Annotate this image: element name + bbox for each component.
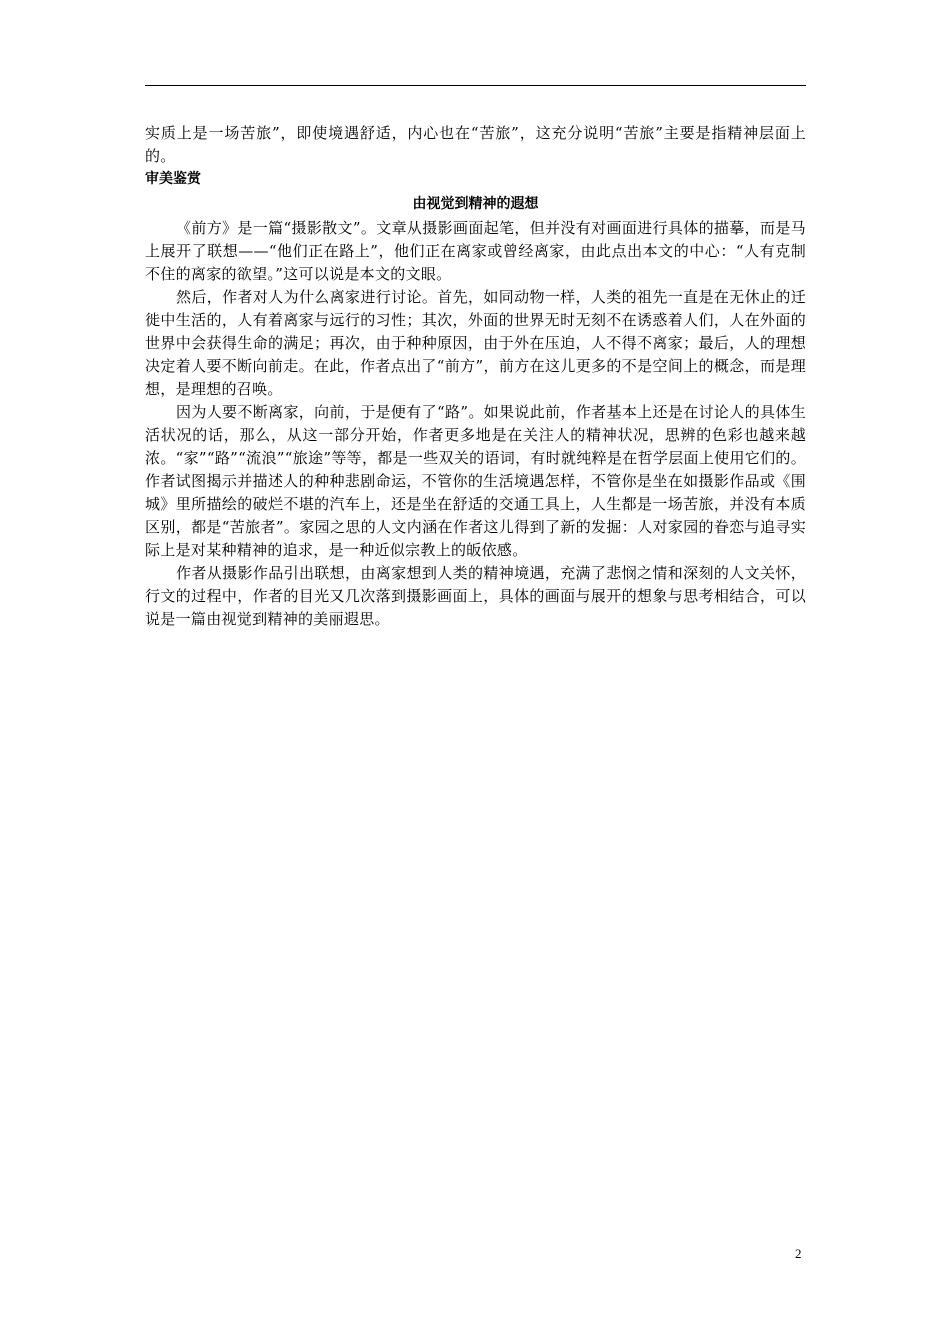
body-paragraph: 作者从摄影作品引出联想，由离家想到人类的精神境遇，充满了悲悯之情和深刻的人文关怀，行文的过程中，作者的目光又几次落到摄影画面上，具体的画面与展开的想象与思考相结合，可以说是一篇由视觉到精神的美丽遐思。 [145, 564, 806, 628]
page-number: 2 [795, 1246, 802, 1261]
section-heading: 审美鉴赏 [145, 171, 201, 187]
continuation-paragraph: 实质上是一场苦旅”，即使境遇舒适，内心也在“苦旅”，这充分说明“苦旅”主要是指精神层面上的。 [145, 124, 806, 165]
body-paragraph: 因为人要不断离家，向前，于是便有了“路”。如果说此前，作者基本上还是在讨论人的具体生活状况的话，那么，从这一部分开始，作者更多地是在关注人的精神状况，思辨的色彩也越来越浓。“家”“路”“流浪”“旅途”等等，都是一些双关的语词，有时就纯粹是在哲学层面上使用它们的。作者试图揭示并描述人的种种悲剧命运，不管你的生活境遇怎样，不管你是坐在如摄影作品或《围城》里所描绘的破烂不堪的汽车上，还是坐在舒适的交通工具上，人生都是一场苦旅，并没有本质区别，都是“苦旅者”。家园之思的人文内涵在作者这儿得到了新的发掘：人对家园的眷恋与追寻实际上是对某种精神的追求，是一种近似宗教上的皈依感。 [145, 403, 806, 559]
body-paragraph: 《前方》是一篇“摄影散文”。文章从摄影画面起笔，但并没有对画面进行具体的描摹，而是马上展开了联想——“他们正在路上”，他们正在离家或曾经离家，由此点出本文的中心：“人有克制不住的离家的欲望。”这可以说是本文的文眼。 [145, 219, 806, 283]
header-rule [145, 85, 806, 86]
body-paragraph: 然后，作者对人为什么离家进行讨论。首先，如同动物一样，人类的祖先一直是在无休止的迁徙中生活的，人有着离家与远行的习性；其次，外面的世界无时无刻不在诱惑着人们，人在外面的世界中会获得生命的满足；再次，由于种种原因，由于外在压迫，人不得不离家；最后，人的理想决定着人要不断向前走。在此，作者点出了“前方”，前方在这儿更多的不是空间上的概念，而是理想，是理想的召唤。 [145, 288, 806, 398]
article-title: 由视觉到精神的遐想 [412, 196, 539, 212]
document-body [145, 122, 806, 631]
